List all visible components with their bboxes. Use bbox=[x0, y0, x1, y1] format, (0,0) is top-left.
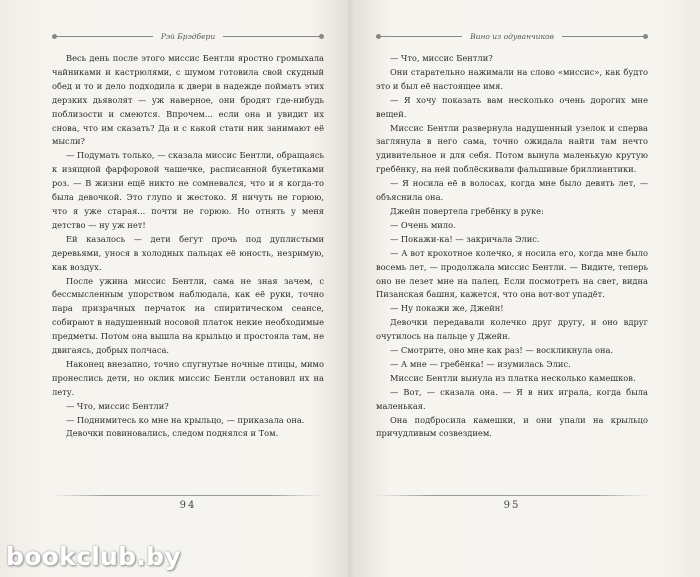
right-page-text bbox=[376, 52, 648, 441]
page-number: 94 bbox=[52, 500, 324, 511]
paragraph: — Подумать только, — сказала миссис Бентли, обращаясь к изящной фарфоровой чашечке, расписанной букетиками роз. — В жизни ещё никто не сомневался, что и я когда-то была девочкой. Это глупо и жестоко. Я ничуть не горюю, что я уже старая... почти не горюю. Но отнять у меня детство — ну уж нет! bbox=[52, 150, 324, 230]
paragraph: Джейн повертела гребёнку в руке: bbox=[390, 205, 544, 216]
paragraph: — Смотрите, оно мне как раз! — воскликнула она. bbox=[390, 345, 614, 356]
author-header: Рэй Брэдбери bbox=[160, 31, 216, 41]
left-page bbox=[52, 26, 324, 546]
site-watermark: bookclub.by bbox=[6, 542, 181, 571]
paragraph: Ей казалось — дети бегут прочь под дуплистыми деревьями, унося в холодных пальцах её юность, незримую, как воздух. bbox=[52, 233, 324, 272]
right-page bbox=[376, 26, 648, 546]
paragraph: Весь день после этого миссис Бентли яростно громыхала чайниками и кастрюлями, с шумом готовила свой скудный обед и то и дело подходила к двери в надежде поймать этих дерзких дьяволят — уж наверное, они бродят где-нибудь поблизости и смеются. Впрочем... если она и увидит их снова, что им сказать? Да и с какой стати ник занимают её мысли? bbox=[52, 53, 324, 147]
ornament-rule bbox=[223, 36, 324, 37]
paragraph: — Ну покажи же, Джейн! bbox=[390, 303, 504, 314]
paragraph: — Что, миссис Бентли? bbox=[66, 400, 169, 411]
paragraph: Наконец внезапно, точно спугнутые ночные птицы, мимо пронеслись дети, но оклик миссис Бентли остановил их на лету. bbox=[52, 358, 324, 397]
paragraph: Миссис Бентли развернула надушенный узелок и сперва заглянула в него сама, точно ожидала найти там нечто удивительное и для себя. Потом вынула маленькую крутую гребёнку, на ней поблёскивали фальшивые бриллиантики. bbox=[376, 122, 648, 175]
ornament-rule bbox=[52, 36, 153, 37]
paragraph: — Поднимитесь ко мне на крыльцо, — приказала она. bbox=[66, 414, 305, 425]
paragraph: — А вот крохотное колечко, я носила его, когда мне было восемь лет, — продолжала миссис Бентли. — Видите, теперь оно не лезет мне на палец. Если посмотреть на свет, видна Пизанская башня, кажется, что она вот-вот упадёт. bbox=[376, 247, 648, 300]
paragraph: Они старательно нажимали на слово «миссис», как будто это и был её настоящее имя. bbox=[376, 66, 648, 91]
paragraph: — Вот, — сказала она. — Я в них играла, когда была маленькая. bbox=[376, 386, 648, 411]
paragraph: Миссис Бентли вынула из платка несколько камешков. bbox=[390, 372, 636, 383]
left-page-text bbox=[52, 52, 324, 441]
paragraph: — Что, миссис Бентли? bbox=[390, 53, 493, 63]
paragraph: Она подбросила камешки, и они упали на крыльцо причудливым созвездием. bbox=[376, 414, 648, 439]
paragraph: После ужина миссис Бентли, сама не зная зачем, с бессмысленным упорством наблюдала, как её руки, точно пара призрачных перчаток на спиритическом сеансе, собирают в надушенный носовой платок некие необходимые предметы. Потом она вышла на крыльцо и простояла там, не двигаясь, добрых полчаса. bbox=[52, 275, 324, 356]
paragraph: — Очень мило. bbox=[390, 219, 456, 230]
paragraph: — Я хочу показать вам несколько очень дорогих мне вещей. bbox=[376, 94, 648, 119]
ornament-rule bbox=[376, 36, 462, 37]
page-number: 95 bbox=[376, 500, 648, 511]
paragraph: Девочки повиновались, следом поднялся и Том. bbox=[66, 428, 279, 439]
paragraph: Девочки передавали колечко друг другу, и оно вдруг очутилось на пальце у Джейн. bbox=[376, 317, 648, 342]
paragraph: — Покажи-ка! — закричала Элис. bbox=[390, 233, 540, 244]
ornament-rule bbox=[562, 36, 648, 37]
running-head-right bbox=[376, 26, 648, 46]
paragraph: — Я носила её в волосах, когда мне было девять лет, — объяснила она. bbox=[376, 178, 648, 203]
running-head-left bbox=[52, 26, 324, 46]
paragraph: — А мне — гребёнка! — изумилась Элис. bbox=[390, 358, 571, 369]
book-title-header: Вино из одуванчиков bbox=[470, 31, 554, 41]
